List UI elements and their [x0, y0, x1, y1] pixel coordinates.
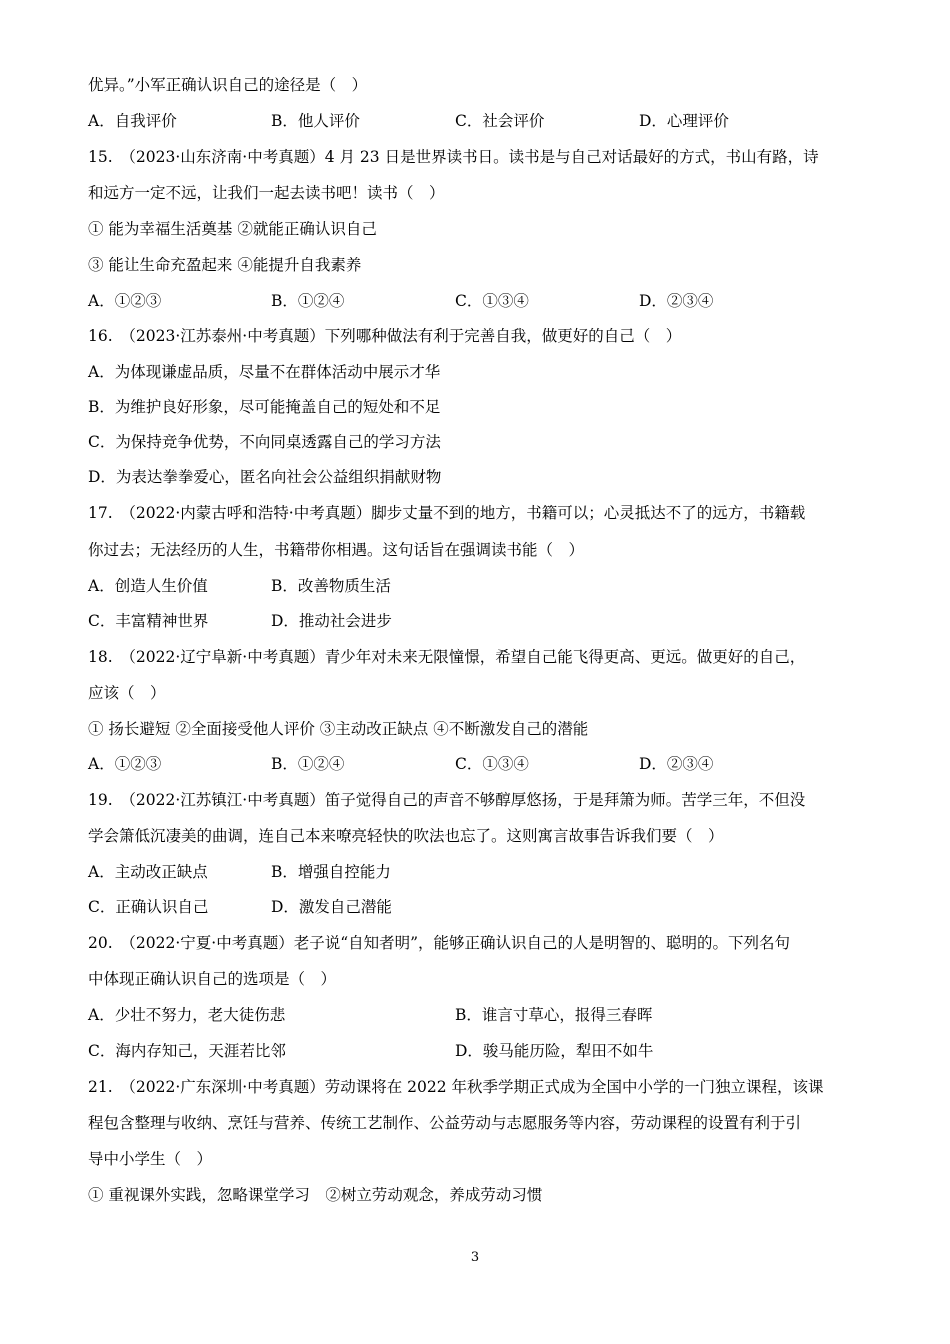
question-16-stem: 16. （2023·江苏泰州·中考真题）下列哪种做法有利于完善自我，做更好的自己（ ） [88, 327, 682, 345]
option-b: B．改善物质生活 [271, 577, 391, 595]
question-21-items: ① 重视课外实践，忽略课堂学习 ②树立劳动观念，养成劳动习惯 [88, 1186, 543, 1204]
question-20-options-row2 [88, 1041, 868, 1061]
option-a: A．主动改正缺点 [88, 863, 208, 881]
question-16-option-c: C．为保持竞争优势，不向同桌透露自己的学习方法 [88, 433, 441, 451]
option-d: D．心理评价 [639, 112, 729, 130]
question-20-stem-line2: 中体现正确认识自己的选项是（ ） [88, 970, 337, 988]
option-b: B．①②④ [271, 755, 345, 773]
option-c: C．海内存知己，天涯若比邻 [88, 1042, 286, 1060]
question-15-stem-line2: 和远方一定不远，让我们一起去读书吧！读书（ ） [88, 184, 445, 202]
question-15-item-1: ① 能为幸福生活奠基 ②就能正确认识自己 [88, 220, 377, 238]
option-d: D．②③④ [639, 292, 714, 310]
question-17-options-row2 [88, 611, 868, 631]
question-16-option-d: D．为表达拳拳爱心，匿名向社会公益组织捐献财物 [88, 468, 442, 486]
question-19-stem-line2: 学会箫低沉凄美的曲调，连自己本来嘹亮轻快的吹法也忘了。这则寓言故事告诉我们要（ ） [88, 827, 724, 845]
option-a: A．①②③ [88, 755, 162, 773]
question-18-items: ① 扬长避短 ②全面接受他人评价 ③主动改正缺点 ④不断激发自己的潜能 [88, 720, 589, 738]
option-c: C．①③④ [455, 292, 529, 310]
option-a: A．创造人生价值 [88, 577, 208, 595]
page-number: 3 [470, 1250, 480, 1265]
question-18-options [88, 754, 868, 774]
question-20-stem-line1: 20. （2022·宁夏·中考真题）老子说“自知者明”，能够正确认识自己的人是明智的、聪明的。下列名句 [88, 934, 791, 952]
option-b: B．增强自控能力 [271, 863, 391, 881]
question-17-stem-line1: 17. （2022·内蒙古呼和浩特·中考真题）脚步丈量不到的地方，书籍可以；心灵抵达不了的远方，书籍载 [88, 504, 806, 522]
option-a: A．自我评价 [88, 112, 177, 130]
option-b: B．①②④ [271, 292, 345, 310]
question-19-options-row1 [88, 862, 868, 882]
option-b: B．他人评价 [271, 112, 360, 130]
option-d: D．激发自己潜能 [271, 898, 392, 916]
question-14-stem: 优异。”小军正确认识自己的途径是（ ） [88, 76, 368, 94]
question-19-stem-line1: 19. （2022·江苏镇江·中考真题）笛子觉得自己的声音不够醇厚悠扬，于是拜箫为师。苦学三年，不但没 [88, 791, 806, 809]
question-18-stem-line2: 应该（ ） [88, 684, 166, 702]
option-c: C．①③④ [455, 755, 529, 773]
option-d: D．推动社会进步 [271, 612, 392, 630]
question-15-stem-line1: 15. （2023·山东济南·中考真题）4 月 23 日是世界读书日。读书是与自己对话最好的方式，书山有路，诗 [88, 148, 819, 166]
option-a: A．①②③ [88, 292, 162, 310]
option-c: C．正确认识自己 [88, 898, 209, 916]
question-20-options-row1 [88, 1005, 868, 1025]
option-d: D．骏马能历险，犁田不如牛 [455, 1042, 654, 1060]
question-17-options-row1 [88, 576, 868, 596]
question-15-item-2: ③ 能让生命充盈起来 ④能提升自我素养 [88, 256, 362, 274]
option-c: C．社会评价 [455, 112, 545, 130]
question-16-option-b: B．为维护良好形象，尽可能掩盖自己的短处和不足 [88, 398, 441, 416]
option-c: C．丰富精神世界 [88, 612, 209, 630]
question-15-options [88, 291, 868, 311]
question-21-stem-line3: 导中小学生（ ） [88, 1150, 213, 1168]
option-a: A．少壮不努力，老大徒伤悲 [88, 1006, 286, 1024]
question-14-options [88, 111, 868, 131]
question-17-stem-line2: 你过去；无法经历的人生，书籍带你相遇。这句话旨在强调读书能（ ） [88, 541, 585, 559]
question-19-options-row2 [88, 897, 868, 917]
option-b: B．谁言寸草心，报得三春晖 [455, 1006, 653, 1024]
question-21-stem-line2: 程包含整理与收纳、烹饪与营养、传统工艺制作、公益劳动与志愿服务等内容，劳动课程的设置有利于引 [88, 1114, 802, 1132]
option-d: D．②③④ [639, 755, 714, 773]
question-16-option-a: A．为体现谦虚品质，尽量不在群体活动中展示才华 [88, 363, 441, 381]
question-18-stem-line1: 18. （2022·辽宁阜新·中考真题）青少年对未来无限憧憬，希望自己能飞得更高、更远。做更好的自己， [88, 648, 806, 666]
question-21-stem-line1: 21. （2022·广东深圳·中考真题）劳动课将在 2022 年秋季学期正式成为全国中小学的一门独立课程，该课 [88, 1078, 824, 1096]
